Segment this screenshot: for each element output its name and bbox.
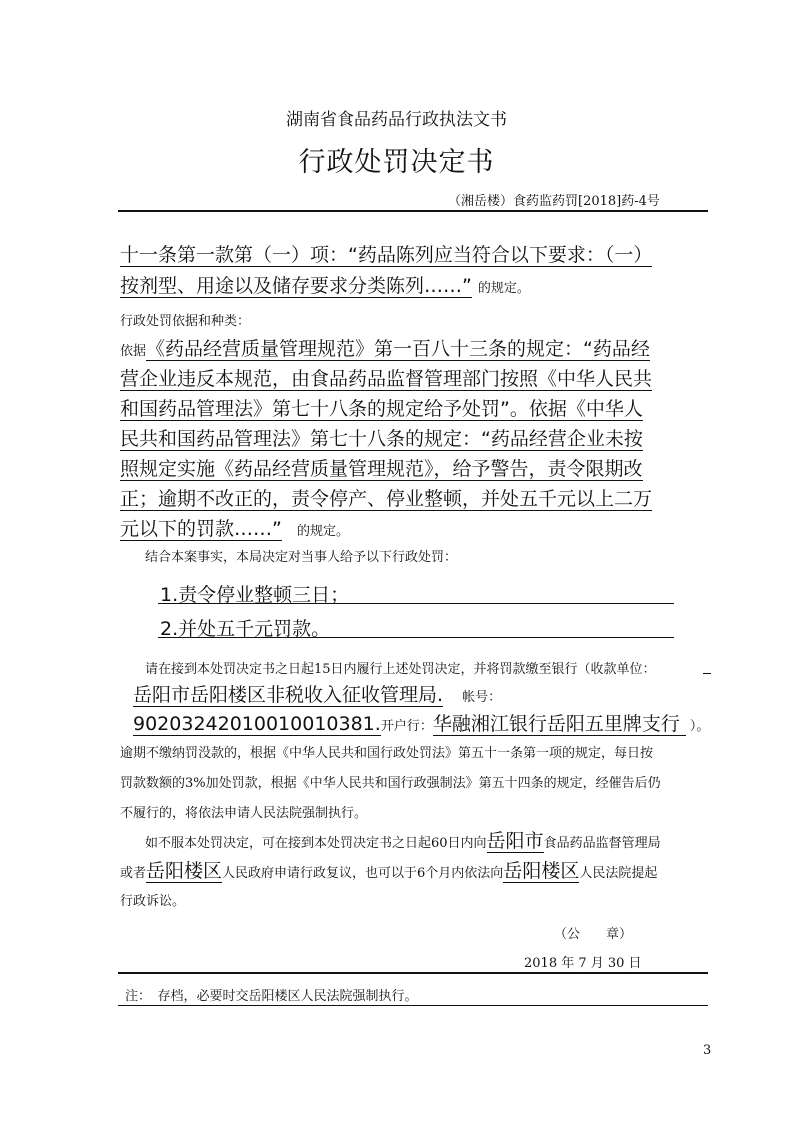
- appeal-text: 食品药品监督管理局: [543, 836, 661, 851]
- basis-text: 民共和国药品管理法》第七十八条的规定：“药品经营企业未按: [120, 428, 643, 450]
- cited-line-1: [120, 240, 652, 267]
- cited-text-1: 十一条第一款第（一）项：“药品陈列应当符合以下要求：（一）: [120, 244, 653, 266]
- appeal-text: 人民法院提起: [579, 866, 658, 881]
- basis-line-3: [120, 394, 643, 421]
- doc-title: 行政处罚决定书: [298, 147, 495, 178]
- cited-line-2: [120, 271, 530, 298]
- note-bottom-rule: [118, 1005, 708, 1006]
- doc-number: （湘岳楼）食药监药罚[2018]药-4号: [448, 194, 660, 209]
- basis-text: 元以下的罚款……”: [120, 518, 282, 540]
- basis-heading: 行政处罚依据和种类：: [120, 314, 251, 329]
- basis-line-5: [120, 454, 643, 481]
- header-rule: [118, 210, 708, 212]
- basis-line-4: [120, 424, 643, 451]
- payment-close: ）。: [689, 719, 710, 734]
- appeal-line-1: [145, 826, 661, 853]
- decision-item-1-line: [158, 603, 674, 604]
- cited-text-2: 按剂型、用途以及储存要求分类陈列……”: [120, 275, 472, 297]
- payee-lead-line: [703, 673, 711, 674]
- bank-label: 开户行：: [380, 719, 433, 734]
- org-title: 湖南省食品药品行政执法文书: [286, 110, 507, 130]
- appeal-district: 岳阳楼区: [146, 860, 223, 882]
- appeal-text: 人民政府申请行政复议，也可以于6个月内依法向: [222, 866, 504, 881]
- basis-line-6: [120, 484, 652, 511]
- decision-item-2-line: [158, 637, 674, 638]
- basis-suffix: 的规定。: [296, 524, 349, 539]
- bank-name: 华融湘江银行岳阳五里牌支行: [433, 713, 686, 736]
- footnote: 注： 存档，必要时交岳阳楼区人民法院强制执行。: [125, 989, 418, 1004]
- basis-line-7: [120, 514, 349, 541]
- overdue-line-3: 不履行的，将依法申请人民法院强制执行。: [120, 806, 368, 821]
- cited-suffix: 的规定。: [477, 281, 530, 296]
- seal-placeholder: （公 章）: [554, 927, 633, 942]
- basis-text: 正；逾期不改正的，责令停产、停业整顿，并处五千元以上二万: [120, 488, 653, 510]
- basis-text: 照规定实施《药品经营质量管理规范》，给予警告，责令限期改: [120, 458, 643, 480]
- basis-line-1: [120, 334, 650, 361]
- basis-text: 营企业违反本规范，由食品药品监督管理部门按照《中华人民共: [120, 368, 653, 390]
- appeal-city: 岳阳市: [486, 830, 544, 852]
- basis-line-2: [120, 364, 652, 391]
- payment-line-3: [133, 709, 709, 736]
- overdue-line-1: 逾期不缴纳罚没款的，根据《中华人民共和国行政处罚法》第五十一条第一项的规定，每日按: [120, 746, 654, 761]
- appeal-text: 或者: [120, 866, 147, 881]
- basis-prefix: 依据: [120, 344, 147, 359]
- appeal-line-3: 行政诉讼。: [120, 894, 186, 909]
- overdue-line-2: 罚款数额的3%加处罚款，根据《中华人民共和国行政强制法》第五十四条的规定，经催告后仍: [120, 776, 661, 791]
- decision-item-2: 2.并处五千元罚款。: [160, 618, 331, 640]
- payment-line-1: 请在接到本处罚决定书之日起15日内履行上述处罚决定，并将罚款缴至银行（收款单位：: [145, 662, 656, 677]
- issue-date: 2018 年 7 月 30 日: [524, 956, 642, 971]
- basis-text: 和国药品管理法》第七十八条的规定给予处罚”。依据《中华人: [120, 398, 643, 420]
- basis-text: 《药品经营质量管理规范》第一百八十三条的规定：“药品经: [146, 338, 650, 360]
- appeal-text: 如不服本处罚决定，可在接到本处罚决定书之日起60日内向: [145, 836, 487, 851]
- payee-name: 岳阳市岳阳楼区非税收入征收管理局.: [133, 684, 444, 706]
- account-number: 90203242010010010381.: [133, 713, 381, 735]
- decision-item-1: 1.责令停业整顿三日；: [160, 584, 350, 606]
- account-label: 帐号：: [462, 690, 502, 705]
- decision-intro: 结合本案事实，本局决定对当事人给予以下行政处罚：: [145, 550, 458, 565]
- appeal-line-2: [120, 856, 657, 883]
- appeal-district: 岳阳楼区: [503, 860, 580, 882]
- page-number: 3: [703, 1043, 712, 1058]
- note-top-rule: [118, 972, 708, 974]
- payment-line-2: [133, 680, 501, 707]
